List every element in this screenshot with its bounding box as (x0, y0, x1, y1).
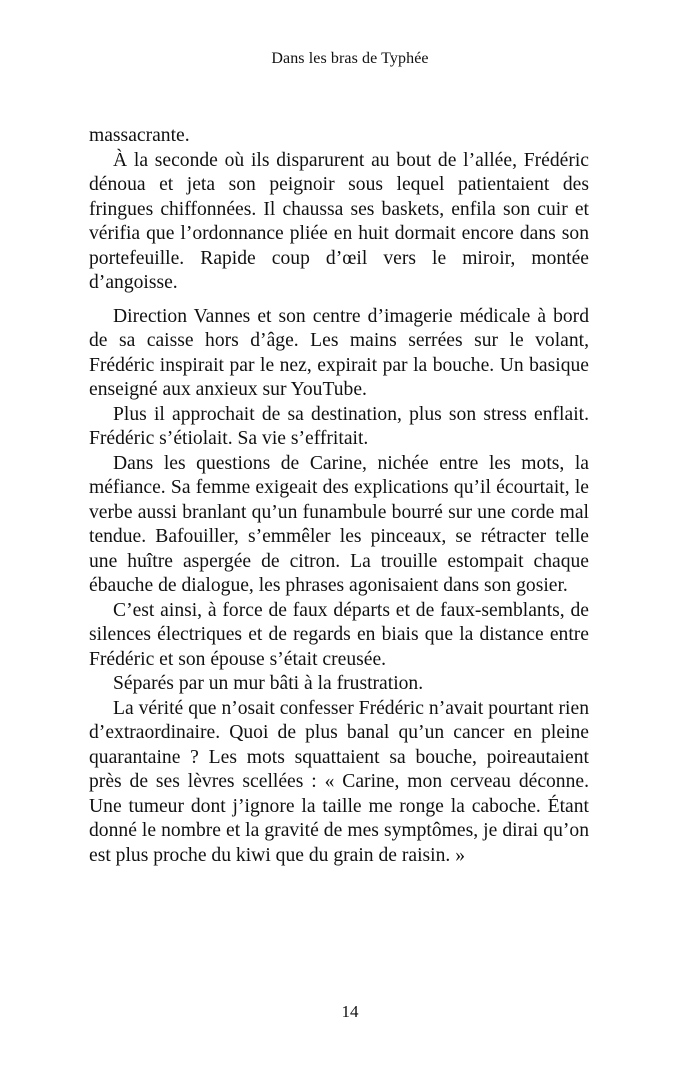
paragraph-7: Séparés par un mur bâti à la frustration. (113, 673, 424, 694)
paragraph-3: Direction Vannes et son centre d’imagerie médicale à bord de sa caisse hors d’âge. Les mains serrées sur le volant, Frédéric inspirait par le nez, expirait par la bouche. Un basique enseigné aux anxieux sur YouTube. (89, 305, 589, 400)
running-header: Dans les bras de Typhée (271, 50, 429, 67)
page-number: 14 (341, 1002, 359, 1021)
paragraph-2: À la seconde où ils disparurent au bout de l’allée, Frédéric dénoua et jeta son peignoir sous lequel patientaient des fringues chiffonnées. Il chaussa ses baskets, enfila son cuir et vérifia que l’ordonnance pliée en huit dormait encore dans son portefeuille. Rapide coup d’œil vers le miroir, montée d’angoisse. (89, 149, 589, 293)
paragraph-1: massacrante. (89, 125, 190, 146)
body-text (89, 124, 589, 868)
paragraph-6: C’est ainsi, à force de faux départs et de faux-semblants, de silences électriques et de regards en biais que la distance entre Frédéric et son épouse s’était creusée. (89, 599, 589, 670)
paragraph-4: Plus il approchait de sa destination, plus son stress enflait. Frédéric s’étiolait. Sa vie s’effritait. (89, 403, 589, 449)
paragraph-5: Dans les questions de Carine, nichée entre les mots, la méfiance. Sa femme exigeait des explications qu’il écourtait, le verbe aussi branlant qu’un funambule bourré sur une corde mal tendue. Bafouiller, s’emmêler les pinceaux, se rétracter telle une huître aspergée de citron. La trouille estompait chaque ébauche de dialogue, les phrases agonisaient dans son gosier. (89, 452, 589, 596)
paragraph-8: La vérité que n’osait confesser Frédéric n’avait pourtant rien d’extraordinaire. Quoi de plus banal qu’un cancer en pleine quarantaine ? Les mots squattaient sa bouche, poireautaient près de ses lèvres scellées : « Carine, mon cerveau déconne. Une tumeur dont j’ignore la taille me ronge la caboche. Étant donné le nombre et la gravité de mes symptômes, je dirai qu’on est plus proche du kiwi que du grain de raisin. » (89, 697, 589, 866)
